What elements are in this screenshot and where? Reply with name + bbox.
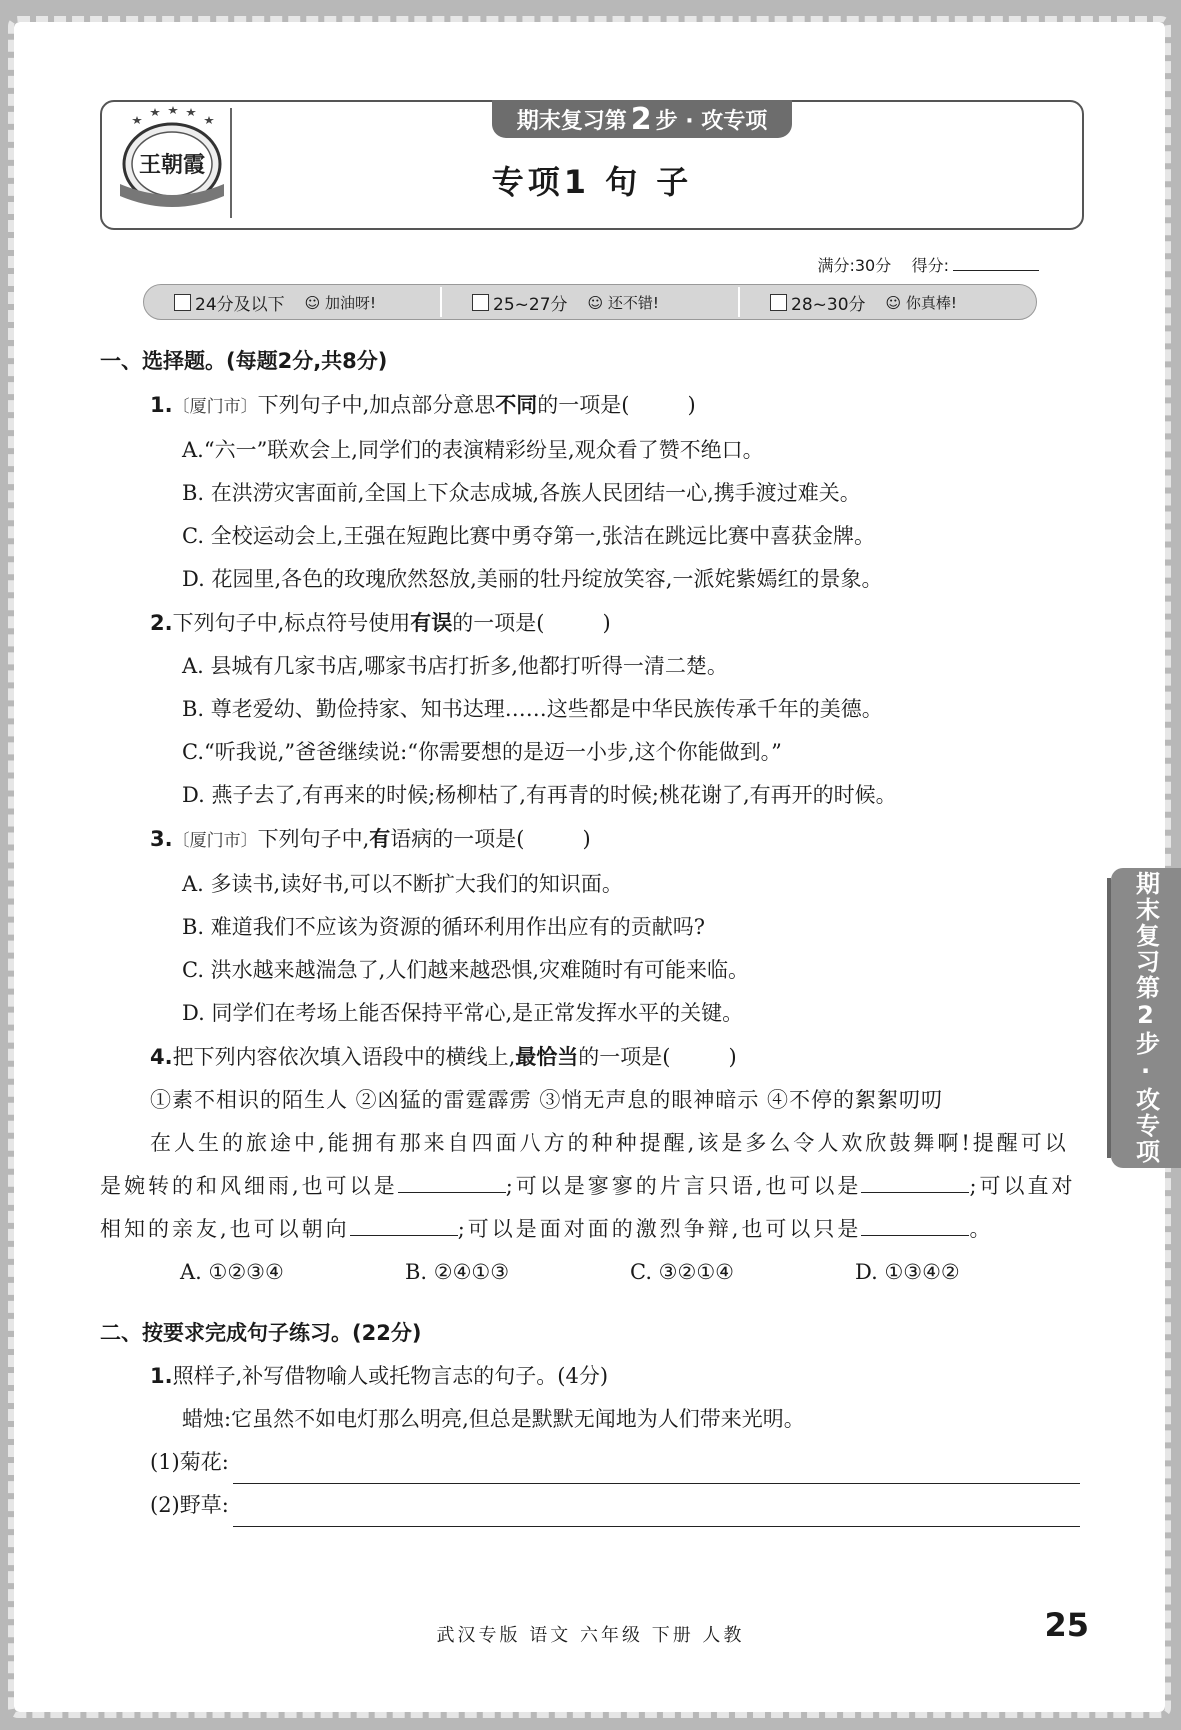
- question-stem: 的一项是(: [537, 393, 630, 417]
- answer-line-2: [100, 1484, 1080, 1527]
- question-stem: 语病的一项是(: [390, 827, 525, 851]
- rating-checkbox[interactable]: [472, 294, 489, 311]
- question-stem-emphasis: 有: [369, 826, 391, 851]
- choice-d: D. ①③④②: [855, 1260, 960, 1284]
- option-a: A. 多读书,读好书,可以不断扩大我们的知识面。: [182, 872, 623, 896]
- rating-item: [144, 290, 440, 315]
- option-a: A. 县城有几家书店,哪家书店打折多,他都打听得一清二楚。: [182, 654, 728, 678]
- question-stem: 下列句子中,标点符号使用: [172, 611, 411, 635]
- question-stem: 的一项是(: [578, 1045, 671, 1069]
- question-stem: ): [602, 611, 611, 635]
- answer-choices: [100, 1251, 1080, 1294]
- question-stem: 下列句子中,加点部分意思: [257, 393, 496, 417]
- option-c: C.“听我说,”爸爸继续说:“你需要想的是迈一小步,这个你能做到。”: [182, 740, 782, 764]
- rating-item: [442, 290, 738, 315]
- exercise-content: [100, 340, 1080, 1527]
- side-tab: 期末复习第2步·攻专项: [1111, 868, 1181, 1168]
- passage-text: ;可以是面对面的激烈争辩,也可以只是: [457, 1217, 862, 1241]
- rating-range: 25~27分: [493, 294, 568, 315]
- score-label: 得分:: [911, 256, 949, 275]
- question-3: [100, 817, 1080, 863]
- question-stem: ): [728, 1045, 737, 1069]
- question-stem-emphasis: 最恰当: [515, 1044, 579, 1069]
- option-d: D. 同学们在考场上能否保持平常心,是正常发挥水平的关键。: [182, 1001, 744, 1025]
- rating-comment: 加油呀!: [325, 293, 377, 312]
- rating-range: 28~30分: [791, 294, 866, 315]
- fill-blank[interactable]: [861, 1170, 969, 1193]
- rating-comment: 你真棒!: [905, 293, 957, 312]
- rating-item: [740, 290, 1036, 315]
- fill-blank[interactable]: [398, 1170, 506, 1193]
- choice-b: B. ②④①③: [405, 1260, 510, 1284]
- question-1: [100, 383, 1080, 429]
- option-b: B. 难道我们不应该为资源的循环利用作出应有的贡献吗?: [182, 915, 706, 939]
- question-stem: 下列句子中,: [257, 827, 370, 851]
- step-tab-number: 2: [630, 101, 652, 137]
- question-stem: ): [582, 827, 591, 851]
- answer-line-label: (2)野草:: [150, 1493, 229, 1517]
- passage-text: ;可以直对相知的亲友,也可以朝向: [100, 1174, 1076, 1241]
- svg-text:王朝霞: 王朝霞: [138, 152, 206, 178]
- question-number: 3.: [150, 827, 173, 851]
- question-stem: 的一项是(: [452, 611, 545, 635]
- answer-line-label: (1)菊花:: [150, 1450, 229, 1474]
- score-line: [817, 253, 1039, 276]
- question-source: 〔厦门市〕: [172, 397, 258, 417]
- page-footer: 武汉专版 语文 六年级 下册 人教: [436, 1625, 745, 1646]
- answer-line-1: [100, 1441, 1080, 1484]
- writing-line[interactable]: [233, 1453, 1080, 1484]
- question-stem: ): [687, 393, 696, 417]
- question-number: 2.: [150, 611, 173, 635]
- passage-text: 。: [969, 1217, 994, 1241]
- question-stem: 照样子,补写借物喻人或托物言志的句子。(4分): [172, 1364, 609, 1388]
- page-title: 专项1 句 子: [491, 163, 693, 201]
- rating-comment: 还不错!: [607, 293, 659, 312]
- page-number: 25: [1044, 1606, 1089, 1644]
- full-score: 满分:30分: [817, 256, 892, 275]
- rating-bar: [143, 284, 1037, 320]
- step-tab: [492, 100, 792, 138]
- choice-c: C. ③②①④: [630, 1260, 734, 1284]
- fill-blank[interactable]: [350, 1213, 458, 1236]
- question-stem: 把下列内容依次填入语段中的横线上,: [172, 1045, 516, 1069]
- reading-passage: [100, 1122, 1080, 1251]
- question-stem-emphasis: 不同: [495, 392, 538, 417]
- question-stem-emphasis: 有误: [410, 610, 453, 635]
- spacer: [100, 1294, 1080, 1312]
- example-sentence: 蜡烛:它虽然不如电灯那么明亮,但总是默默无闻地为人们带来光明。: [182, 1407, 805, 1431]
- choice-a: A. ①②③④: [180, 1260, 284, 1284]
- cheer-icon: ☺ 加油呀!: [304, 293, 377, 312]
- passage-text: 在人生的旅途中,能拥有那来自四面八方的种种提醒,该是多么令人欢欣鼓舞啊!提醒可以是婉转的和风细雨,也可以是: [100, 1131, 1069, 1198]
- section-1-title: 一、选择题。(每题2分,共8分): [100, 349, 388, 373]
- option-b: B. 尊老爱幼、勤俭持家、知书达理……这些都是中华民族传承千年的美德。: [182, 697, 883, 721]
- passage-text: ;可以是寥寥的片言只语,也可以是: [505, 1174, 862, 1198]
- question-number: 4.: [150, 1045, 173, 1069]
- step-tab-prefix: 期末复习第: [516, 108, 627, 134]
- option-c: C. 洪水越来越湍急了,人们越来越恐惧,灾难随时有可能来临。: [182, 958, 750, 982]
- section-2-title: 二、按要求完成句子练习。(22分): [100, 1321, 422, 1345]
- option-d: D. 燕子去了,有再来的时候;杨柳枯了,有再青的时候;桃花谢了,有再开的时候。: [182, 783, 897, 807]
- question-2-1: [100, 1355, 1080, 1398]
- option-c: C. 全校运动会上,王强在短跑比赛中勇夺第一,张洁在跳远比赛中喜获金牌。: [182, 524, 876, 548]
- option-a: A.“六一”联欢会上,同学们的表演精彩纷呈,观众看了赞不绝口。: [182, 438, 764, 462]
- option-b: B. 在洪涝灾害面前,全国上下众志成城,各族人民团结一心,携手渡过难关。: [182, 481, 861, 505]
- fill-items: ①素不相识的陌生人 ②凶猛的雷霆霹雳 ③悄无声息的眼神暗示 ④不停的絮絮叨叨: [150, 1088, 944, 1112]
- rating-range: 24分及以下: [195, 294, 285, 315]
- question-number: 1.: [150, 1364, 173, 1388]
- rating-checkbox[interactable]: [174, 294, 191, 311]
- question-source: 〔厦门市〕: [172, 831, 258, 851]
- question-number: 1.: [150, 393, 173, 417]
- question-2: [100, 601, 1080, 645]
- question-4: [100, 1035, 1080, 1079]
- option-d: D. 花园里,各色的玫瑰欣然怒放,美丽的牡丹绽放笑容,一派姹紫嫣红的景象。: [182, 567, 883, 591]
- smile-icon: ☺ 还不错!: [587, 293, 659, 312]
- score-blank[interactable]: [953, 270, 1039, 271]
- thumbs-up-icon: ☺ 你真棒!: [885, 293, 957, 312]
- writing-line[interactable]: [233, 1496, 1080, 1527]
- rating-checkbox[interactable]: [770, 294, 787, 311]
- step-tab-suffix: 步 · 攻专项: [655, 108, 768, 134]
- fill-blank[interactable]: [861, 1213, 969, 1236]
- header-banner: [100, 100, 1084, 230]
